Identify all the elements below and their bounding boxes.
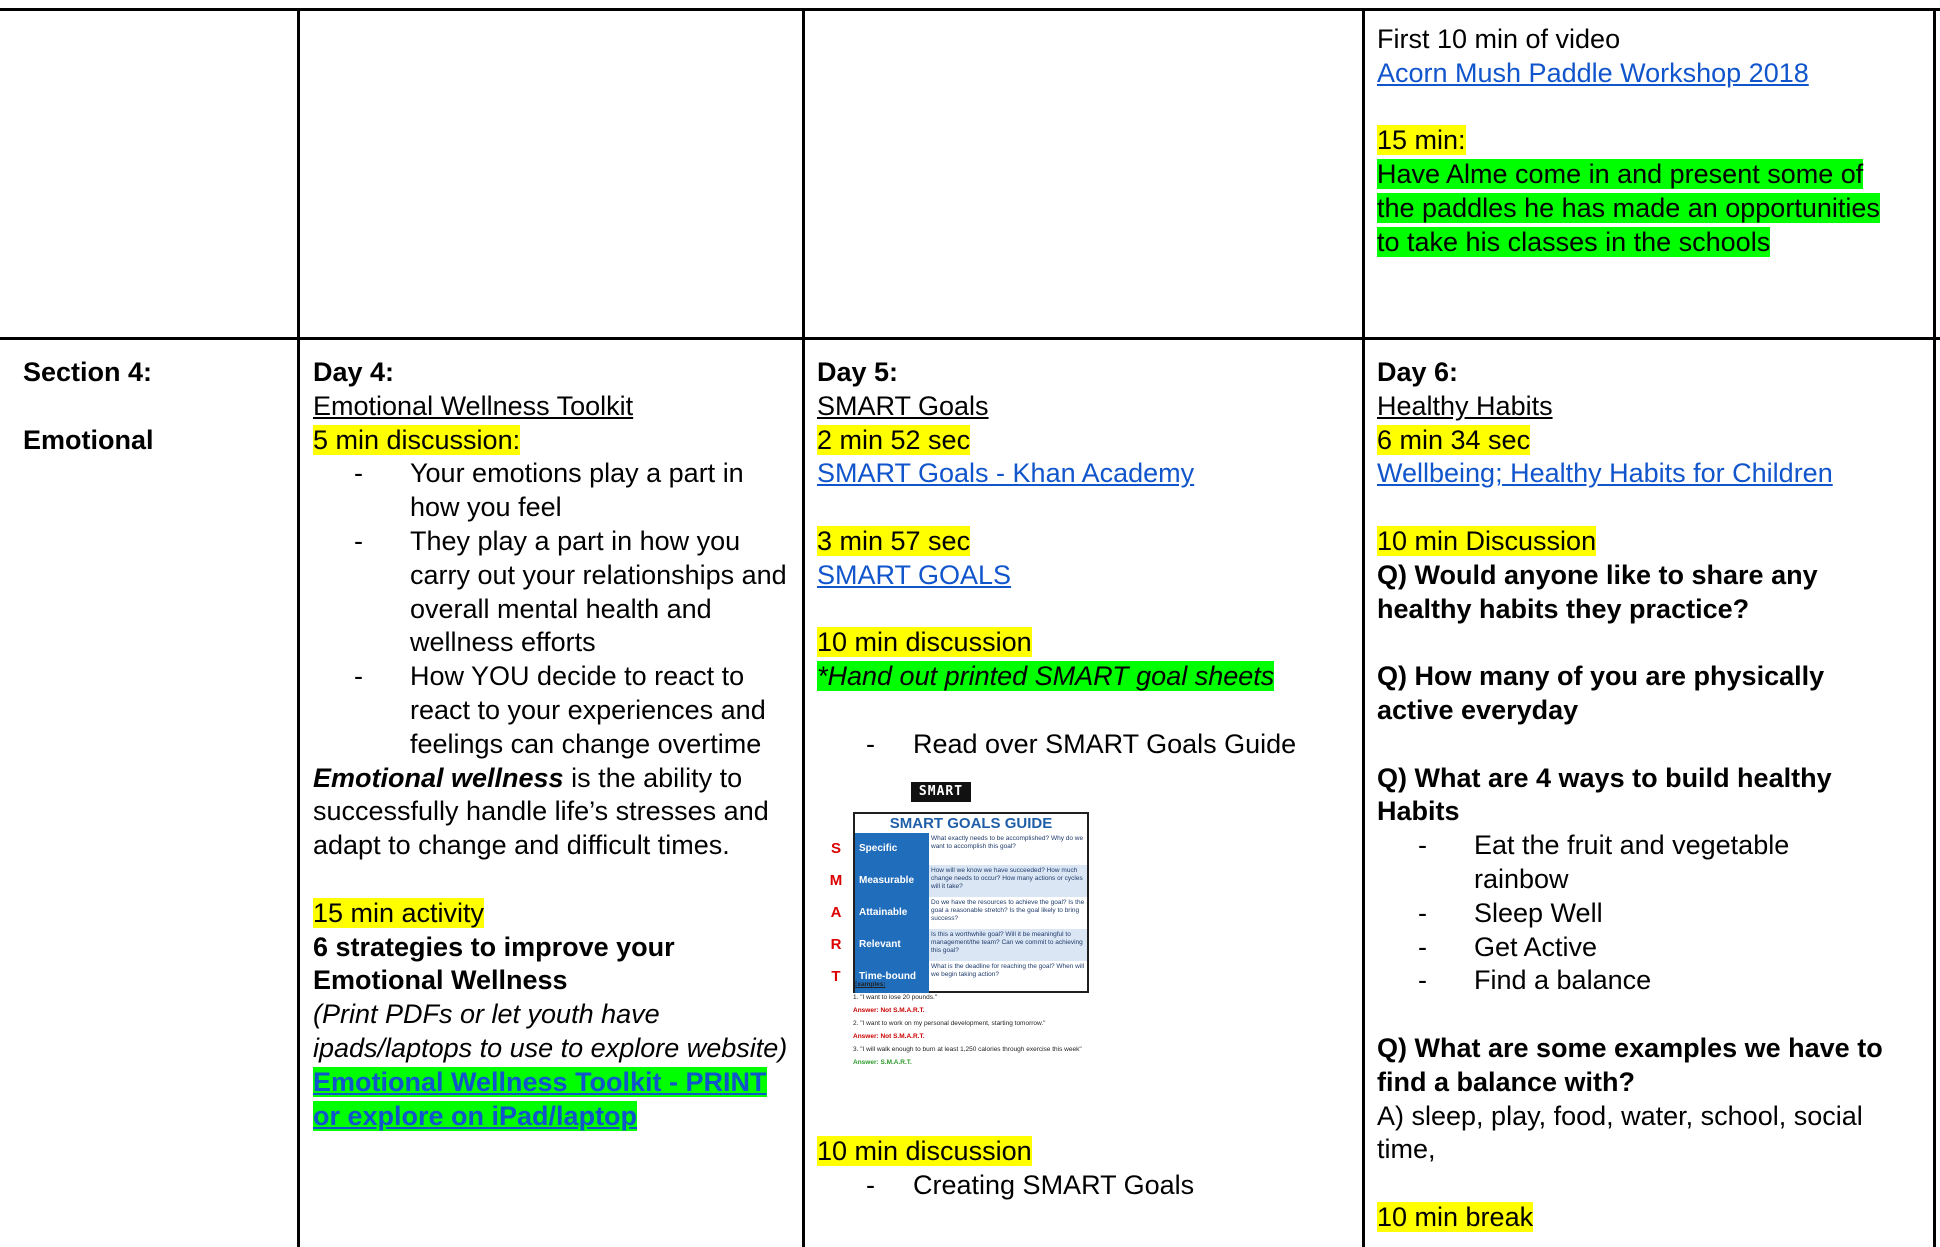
guide-row: A Attainable Do we have the resources to achieve the goal? Is the goal a reasonable stretch? Is the goal likely to bring success? <box>855 897 1087 929</box>
day5-time-3: 10 min discussion <box>817 627 1032 658</box>
day5-title: SMART Goals <box>817 390 989 421</box>
video-intro: First 10 min of video <box>1377 24 1621 54</box>
list-item: - Eat the fruit and vegetable rainbow <box>1418 830 1790 894</box>
list-item: - Get Active <box>1418 931 1598 962</box>
top-row-day-cell <box>1377 23 1922 260</box>
question-1: Q) Would anyone like to share any healthy habits they practice? <box>1377 559 1818 624</box>
column-divider-1 <box>297 8 300 1247</box>
question-2: Q) How many of you are physically active everyday <box>1377 661 1825 725</box>
list-item: - Your emotions play a part in how you feel <box>354 458 744 523</box>
guide-row: R Relevant Is this a worthwhile goal? Will it be meaningful to management/the team? Can we commit to achieving this goal? <box>855 929 1087 961</box>
healthy-habits-video-link[interactable]: Wellbeing; Healthy Habits for Children <box>1377 458 1833 489</box>
smart-goals-video-link[interactable]: SMART GOALS <box>817 559 1012 590</box>
day6-cell <box>1377 356 1922 1235</box>
guide-title: SMART GOALS GUIDE <box>889 815 1053 832</box>
list-item: - Find a balance <box>1418 965 1652 996</box>
emotional-wellness-definition: Emotional wellness is the ability to successfully handle life’s stresses and adapt to change and difficult times. <box>313 762 769 861</box>
column-divider-3 <box>1362 8 1365 1247</box>
day5-cell <box>817 356 1347 762</box>
day4-bullet-list <box>313 457 793 761</box>
day5-heading: Day 5: <box>817 357 899 387</box>
list-item: - Creating SMART Goals <box>866 1169 1195 1200</box>
day4-cell <box>313 356 793 1133</box>
day4-time-discussion: 5 min discussion: <box>313 424 521 455</box>
list-item: - How YOU decide to react to react to your experiences and feelings can change overtime <box>354 661 766 759</box>
guest-activity-text: Have Alme come in and present some of the paddles he has made an opportunities to take his classes in the schools <box>1377 159 1880 257</box>
print-note: (Print PDFs or let youth have ipads/laptops to use to explore website) <box>313 999 788 1063</box>
day5-lower <box>817 1135 1347 1203</box>
day5-time-2: 3 min 57 sec <box>817 525 971 556</box>
day4-title: Emotional Wellness Toolkit <box>313 390 634 421</box>
day6-bullet-list <box>1377 829 1922 998</box>
list-item: - Sleep Well <box>1418 897 1603 928</box>
day6-time-3: 10 min break <box>1377 1201 1534 1232</box>
guide-row: M Measurable How will we know we have succeeded? How much change needs to occur? How many actions or cycles will it take? <box>855 865 1087 897</box>
section-cell <box>23 356 283 457</box>
answer-4: A) sleep, play, food, water, school, social time, <box>1377 1100 1863 1165</box>
emotional-wellness-toolkit-link[interactable]: Emotional Wellness Toolkit - PRINT or explore on iPad/laptop <box>313 1066 767 1131</box>
strategies-title: 6 strategies to improve your Emotional Wellness <box>313 931 675 996</box>
list-item: - They play a part in how you carry out your relationships and overall mental health and wellness efforts <box>354 525 787 658</box>
guide-row: T Time-bound What is the deadline for reaching the goal? When will we begin taking action? <box>855 961 1087 993</box>
guide-examples: Examples: 1. "I want to lose 20 pounds." Answer: Not S.M.A.R.T. 2. "I want to work on my personal development, starting tomorrow." Answer: Not S.M.A.R.T. 3. "I will walk enough to burn at least 1,250 calories through exercise this week" Answer: S.M.A.R.T. <box>853 981 1082 1066</box>
day6-time-1: 6 min 34 sec <box>1377 424 1531 455</box>
day6-title: Healthy Habits <box>1377 390 1553 421</box>
question-4: Q) What are some examples we have to find a balance with? <box>1377 1032 1883 1097</box>
table-right-border <box>1933 8 1936 1247</box>
question-3: Q) What are 4 ways to build healthy Habits <box>1377 762 1832 827</box>
row-divider <box>0 337 1940 340</box>
day6-heading: Day 6: <box>1377 357 1459 387</box>
section-label: Section 4: <box>23 357 153 387</box>
day5-time-1: 2 min 52 sec <box>817 424 971 455</box>
section-name: Emotional <box>23 424 154 455</box>
list-item: - Read over SMART Goals Guide <box>866 728 1297 759</box>
smart-logo: SMART <box>911 782 971 802</box>
day6-time-2: 10 min Discussion <box>1377 525 1597 556</box>
table-top-border <box>0 8 1940 11</box>
column-divider-2 <box>802 8 805 1247</box>
day4-time-activity: 15 min activity <box>313 897 485 928</box>
smart-goals-guide-box <box>829 812 1089 993</box>
day4-heading: Day 4: <box>313 357 395 387</box>
day5-time-4: 10 min discussion <box>817 1136 1032 1166</box>
acorn-mush-paddle-link[interactable]: Acorn Mush Paddle Workshop 2018 <box>1377 57 1809 88</box>
time-badge: 15 min: <box>1377 125 1466 156</box>
handout-note: *Hand out printed SMART goal sheets <box>817 661 1275 692</box>
smart-goals-khan-link[interactable]: SMART Goals - Khan Academy <box>817 458 1195 489</box>
guide-row: S Specific What exactly needs to be accomplished? Why do we want to accomplish this goal? <box>855 833 1087 865</box>
smart-goals-guide-image <box>829 782 1089 1087</box>
